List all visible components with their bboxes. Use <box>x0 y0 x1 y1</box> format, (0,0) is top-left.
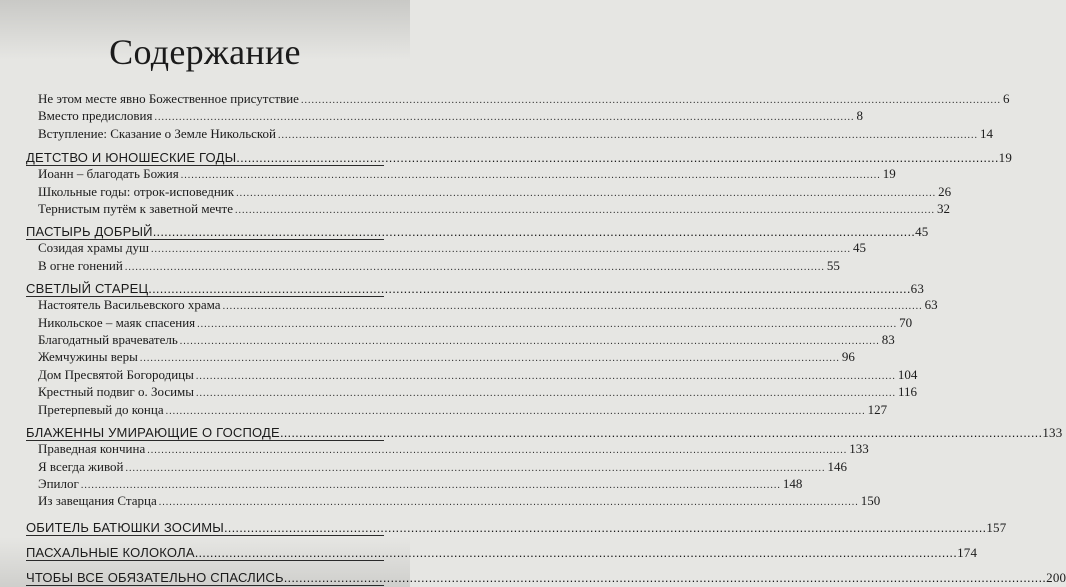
toc-page-number: 55 <box>826 257 840 273</box>
toc-entry[interactable] <box>26 240 866 257</box>
toc-page-number: 127 <box>867 401 888 417</box>
toc-label: Я всегда живой <box>38 458 124 474</box>
toc-page-number: 26 <box>938 183 952 199</box>
toc-label: ПАСХАЛЬНЫЕ КОЛОКОЛА <box>26 544 195 560</box>
toc-page-number: 63 <box>910 281 925 297</box>
toc-label: ЧТОБЫ ВСЕ ОБЯЗАТЕЛЬНО СПАСЛИСЬ <box>26 569 284 585</box>
toc-entry[interactable] <box>26 366 918 384</box>
toc-page-number: 133 <box>1042 425 1063 441</box>
toc-page-number: 148 <box>782 475 803 491</box>
toc-label: Никольское – маяк спасения <box>38 314 196 330</box>
page-title: Содержание <box>109 32 301 72</box>
toc-label: Дом Пресвятой Богородицы <box>38 366 194 382</box>
contents-page <box>26 0 1066 587</box>
table-of-contents <box>26 91 1066 586</box>
toc-label: Не этом месте явно Божественное присутствие <box>38 91 299 106</box>
toc-entry[interactable] <box>26 314 913 332</box>
toc-page-number: 63 <box>924 297 938 313</box>
toc-label: Настоятель Васильевского храма <box>38 297 221 313</box>
toc-page-number: 146 <box>827 458 847 474</box>
toc-entry[interactable] <box>26 91 1010 108</box>
toc-entry[interactable] <box>26 201 950 218</box>
toc-entry[interactable] <box>26 332 895 349</box>
toc-page-number: 83 <box>881 332 895 348</box>
toc-label: Крестный подвиг о. Зосимы <box>38 384 195 400</box>
toc-page-number: 45 <box>852 240 866 256</box>
dot-leader: ........................................................................................................................................................................................................ <box>125 462 826 474</box>
toc-page-number: 96 <box>841 349 855 365</box>
toc-page-number: 14 <box>980 125 994 141</box>
toc-page-number: 150 <box>860 493 881 509</box>
chapter-heading[interactable] <box>26 143 1013 166</box>
dot-leader: ........................................................................................................................................................................................................ <box>147 445 848 457</box>
dot-leader: ........................................................................................................................................................................................................ <box>300 95 1001 106</box>
toc-entry[interactable] <box>26 297 938 314</box>
toc-label: Жемчужины веры <box>38 349 138 365</box>
toc-entry[interactable] <box>26 166 896 183</box>
toc-label: Претерпевый до конца <box>38 401 164 417</box>
toc-page-number: 8 <box>856 108 863 124</box>
dot-leader: ........................................................................................................................................................................................................ <box>236 150 999 166</box>
dot-leader: ........................................................................................................................................................................................................ <box>158 497 859 509</box>
toc-entry[interactable] <box>26 384 918 401</box>
toc-entry[interactable] <box>26 401 888 419</box>
toc-label: ОБИТЕЛЬ БАТЮШКИ ЗОСИМЫ <box>26 519 224 535</box>
toc-entry[interactable] <box>26 458 847 476</box>
toc-page-number: 200 <box>1046 569 1066 585</box>
toc-entry[interactable] <box>26 349 855 366</box>
dot-leader: ........................................................................................................................................................................................................ <box>80 479 781 491</box>
dot-leader: ........................................................................................................................................................................................................ <box>283 569 1047 585</box>
toc-label: Вместо предисловия <box>38 108 153 124</box>
dot-leader: ........................................................................................................................................................................................................ <box>197 318 898 330</box>
toc-label: Школьные годы: отрок-исповедник <box>38 183 235 199</box>
toc-entry[interactable] <box>26 441 869 458</box>
toc-page-number: 70 <box>899 314 913 330</box>
chapter-heading[interactable] <box>26 511 1007 535</box>
toc-label: Из завещания Старца <box>38 493 157 509</box>
toc-label: Иоанн – благодать Божия <box>38 166 179 182</box>
dot-leader: ........................................................................................................................................................................................................ <box>278 129 979 141</box>
dot-leader: ........................................................................................................................................................................................................ <box>180 170 881 182</box>
toc-label: СВЕТЛЫЙ СТАРЕЦ <box>26 281 149 297</box>
dot-leader: ........................................................................................................................................................................................................ <box>222 301 923 313</box>
toc-label: ДЕТСТВО И ЮНОШЕСКИЕ ГОДЫ <box>26 150 237 166</box>
chapter-heading[interactable] <box>26 218 929 240</box>
dot-leader: ........................................................................................................................................................................................................ <box>196 388 897 400</box>
toc-page-number: 19 <box>998 150 1013 166</box>
toc-label: БЛАЖЕННЫ УМИРАЮЩИЕ О ГОСПОДЕ <box>26 425 280 441</box>
dot-leader: ........................................................................................................................................................................................................ <box>150 244 851 256</box>
chapter-heading[interactable] <box>26 419 1063 441</box>
toc-page-number: 116 <box>898 384 918 400</box>
toc-page-number: 6 <box>1002 91 1010 106</box>
toc-page-number: 45 <box>915 224 929 240</box>
dot-leader: ........................................................................................................................................................................................................ <box>154 112 855 124</box>
dot-leader: ........................................................................................................................................................................................................ <box>165 405 866 417</box>
toc-entry[interactable] <box>26 257 840 275</box>
toc-label: В огне гонений <box>38 257 123 273</box>
dot-leader: ........................................................................................................................................................................................................ <box>195 370 896 382</box>
toc-page-number: 32 <box>937 201 950 217</box>
dot-leader: ........................................................................................................................................................................................................ <box>152 224 916 240</box>
toc-label: Благодатный врачеватель <box>38 332 178 348</box>
dot-leader: ........................................................................................................................................................................................................ <box>148 281 911 297</box>
chapter-heading[interactable] <box>26 536 978 560</box>
chapter-heading[interactable] <box>26 561 1066 585</box>
toc-page-number: 19 <box>882 166 896 182</box>
dot-leader: ........................................................................................................................................................................................................ <box>235 205 935 217</box>
dot-leader: ........................................................................................................................................................................................................ <box>194 544 958 560</box>
toc-page-number: 157 <box>986 519 1007 535</box>
toc-label: Созидая храмы душ <box>38 240 149 256</box>
chapter-heading[interactable] <box>26 275 925 297</box>
toc-entry[interactable] <box>26 493 881 510</box>
dot-leader: ........................................................................................................................................................................................................ <box>279 425 1043 441</box>
toc-label: Вступление: Сказание о Земле Никольской <box>38 125 277 141</box>
toc-entry[interactable] <box>26 475 803 493</box>
toc-entry[interactable] <box>26 125 994 143</box>
toc-entry[interactable] <box>26 183 952 201</box>
toc-page-number: 104 <box>897 366 918 382</box>
toc-label: ПАСТЫРЬ ДОБРЫЙ <box>26 224 153 240</box>
toc-label: Праведная кончина <box>38 441 146 457</box>
dot-leader: ........................................................................................................................................................................................................ <box>139 353 840 365</box>
toc-entry[interactable] <box>26 108 863 125</box>
toc-page-number: 174 <box>957 544 978 560</box>
toc-page-number: 133 <box>849 441 869 457</box>
chapter-rule <box>26 585 384 586</box>
dot-leader: ........................................................................................................................................................................................................ <box>179 336 880 348</box>
toc-label: Эпилог <box>38 475 79 491</box>
dot-leader: ........................................................................................................................................................................................................ <box>124 261 825 273</box>
dot-leader: ........................................................................................................................................................................................................ <box>223 519 987 535</box>
dot-leader: ........................................................................................................................................................................................................ <box>236 187 937 199</box>
toc-label: Тернистым путём к заветной мечте <box>38 201 233 217</box>
